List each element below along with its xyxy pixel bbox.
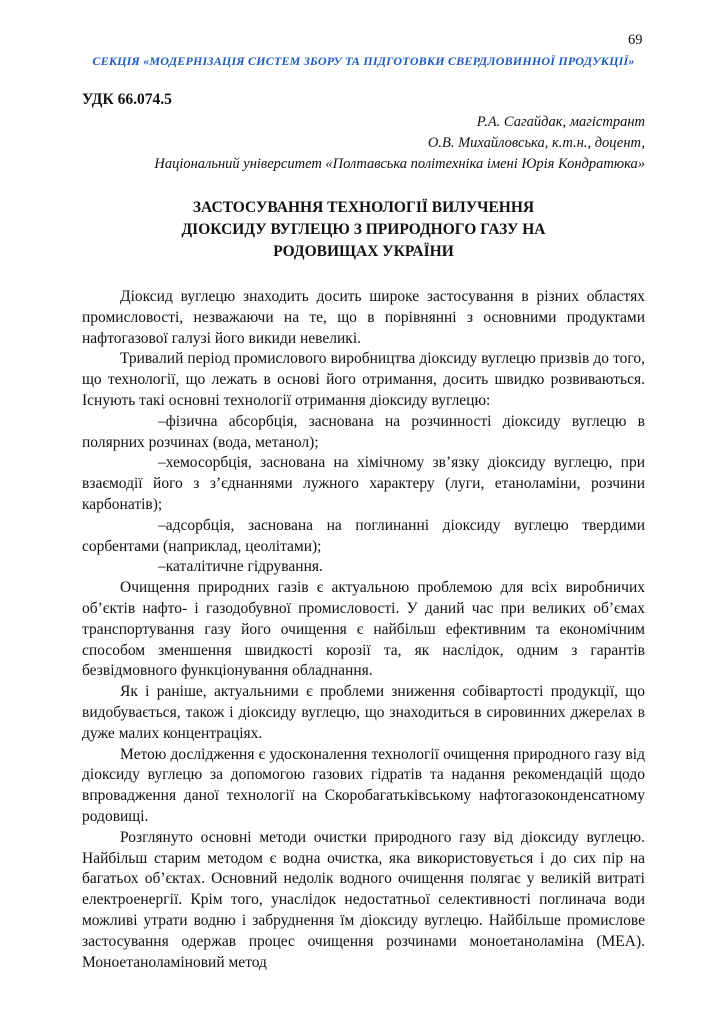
list-item <box>82 453 645 515</box>
paragraph: Розглянуто основні методи очистки природного газу від діоксиду вуглецю. Найбільш старим методом є водна очистка, яка використовується і до сих пір на багатьох об’єктах. Основний недолік водного очищення полягає у великій витраті електроенергії. Крім того, унаслідок недостатньої селективності поглинача води можливі утрати водню і забруднення їм діоксиду вуглецю. Найбільше промислове застосування одержав процес очищення розчинами моноетаноламіна (МЕА). Моноетаноламіновий метод <box>82 828 645 971</box>
page-number: 69 <box>628 32 643 48</box>
article-body <box>82 287 645 973</box>
list-item <box>82 412 645 454</box>
author-line: О.В. Михайловська, к.т.н., доцент, <box>427 135 645 151</box>
paragraph: Метою дослідження є удосконалення технології очищення природного газу від діоксиду вуглецю за допомогою газових гідратів та надання рекомендацій щодо впровадження даної технології на Скоробагатьківському нафтогазоконденсатному родовищі. <box>82 745 645 825</box>
paragraph: Як і раніше, актуальними є проблеми зниження собівартості продукції, що видобувається, також і діоксиду вуглецю, що знаходиться в сировинних джерелах в дуже малих концентраціях. <box>82 683 645 742</box>
paragraph: Тривалий період промислового виробництва діоксиду вуглецю призвів до того, що технології, що лежать в основі його отримання, досить швидко розвиваються. Існують такі основні технології отримання діоксиду вуглецю: <box>82 350 645 409</box>
paragraph: Діоксид вуглецю знаходить досить широке застосування в різних областях промисловості, незважаючи на те, що в порівнянні з основними продуктами нафтогазової галузі його викиди невеликі. <box>82 288 645 347</box>
list-item-text: хемосорбція, заснована на хімічному зв’язку діоксиду вуглецю, при взаємодії його з з’єднаннями лужного характеру (луги, етаноламіни, розчини карбонатів); <box>82 454 645 513</box>
list-dash: – <box>158 558 166 576</box>
list-item-text: фізична абсорбція, заснована на розчинності діоксиду вуглецю в полярних розчинах (вода, метанол); <box>82 412 645 451</box>
list-item <box>82 516 645 558</box>
paragraph: Очищення природних газів є актуальною проблемою для всіх виробничих об’єктів нафто- і газодобувної промисловості. У даний час при великих об’ємах транспортування газу його очищення є найбільш ефективним та економічним способом зменшення швидкості корозії та, як наслідок, одним з гарантів безвідмовного функціонування обладнання. <box>82 579 645 680</box>
list-dash: – <box>158 412 166 430</box>
list-item <box>82 557 645 578</box>
article-title <box>82 197 645 263</box>
list-dash: – <box>158 454 166 472</box>
list-item-text: каталітичне гідрування. <box>165 558 323 576</box>
affiliation-line: Національний університет «Полтавська політехніка імені Юрія Кондратюка» <box>154 156 645 172</box>
article-title-line: РОДОВИЩАХ УКРАЇНИ <box>273 243 454 260</box>
list-item-text: адсорбція, заснована на поглинанні діоксиду вуглецю твердими сорбентами (наприклад, цеолітами); <box>82 516 645 555</box>
article-title-line: ДІОКСИДУ ВУГЛЕЦЮ З ПРИРОДНОГО ГАЗУ НА <box>181 221 546 238</box>
list-dash: – <box>158 516 166 534</box>
udc-number: УДК 66.074.5 <box>82 91 172 108</box>
article-title-line: ЗАСТОСУВАННЯ ТЕХНОЛОГІЇ ВИЛУЧЕННЯ <box>192 199 535 216</box>
author-line: Р.А. Сагайдак, магістрант <box>476 114 645 130</box>
section-header: СЕКЦІЯ «МОДЕРНІЗАЦІЯ СИСТЕМ ЗБОРУ ТА ПІДГОТОВКИ СВЕРДЛОВИННОЇ ПРОДУКЦІЇ» <box>92 54 635 68</box>
authors-block <box>82 112 645 175</box>
